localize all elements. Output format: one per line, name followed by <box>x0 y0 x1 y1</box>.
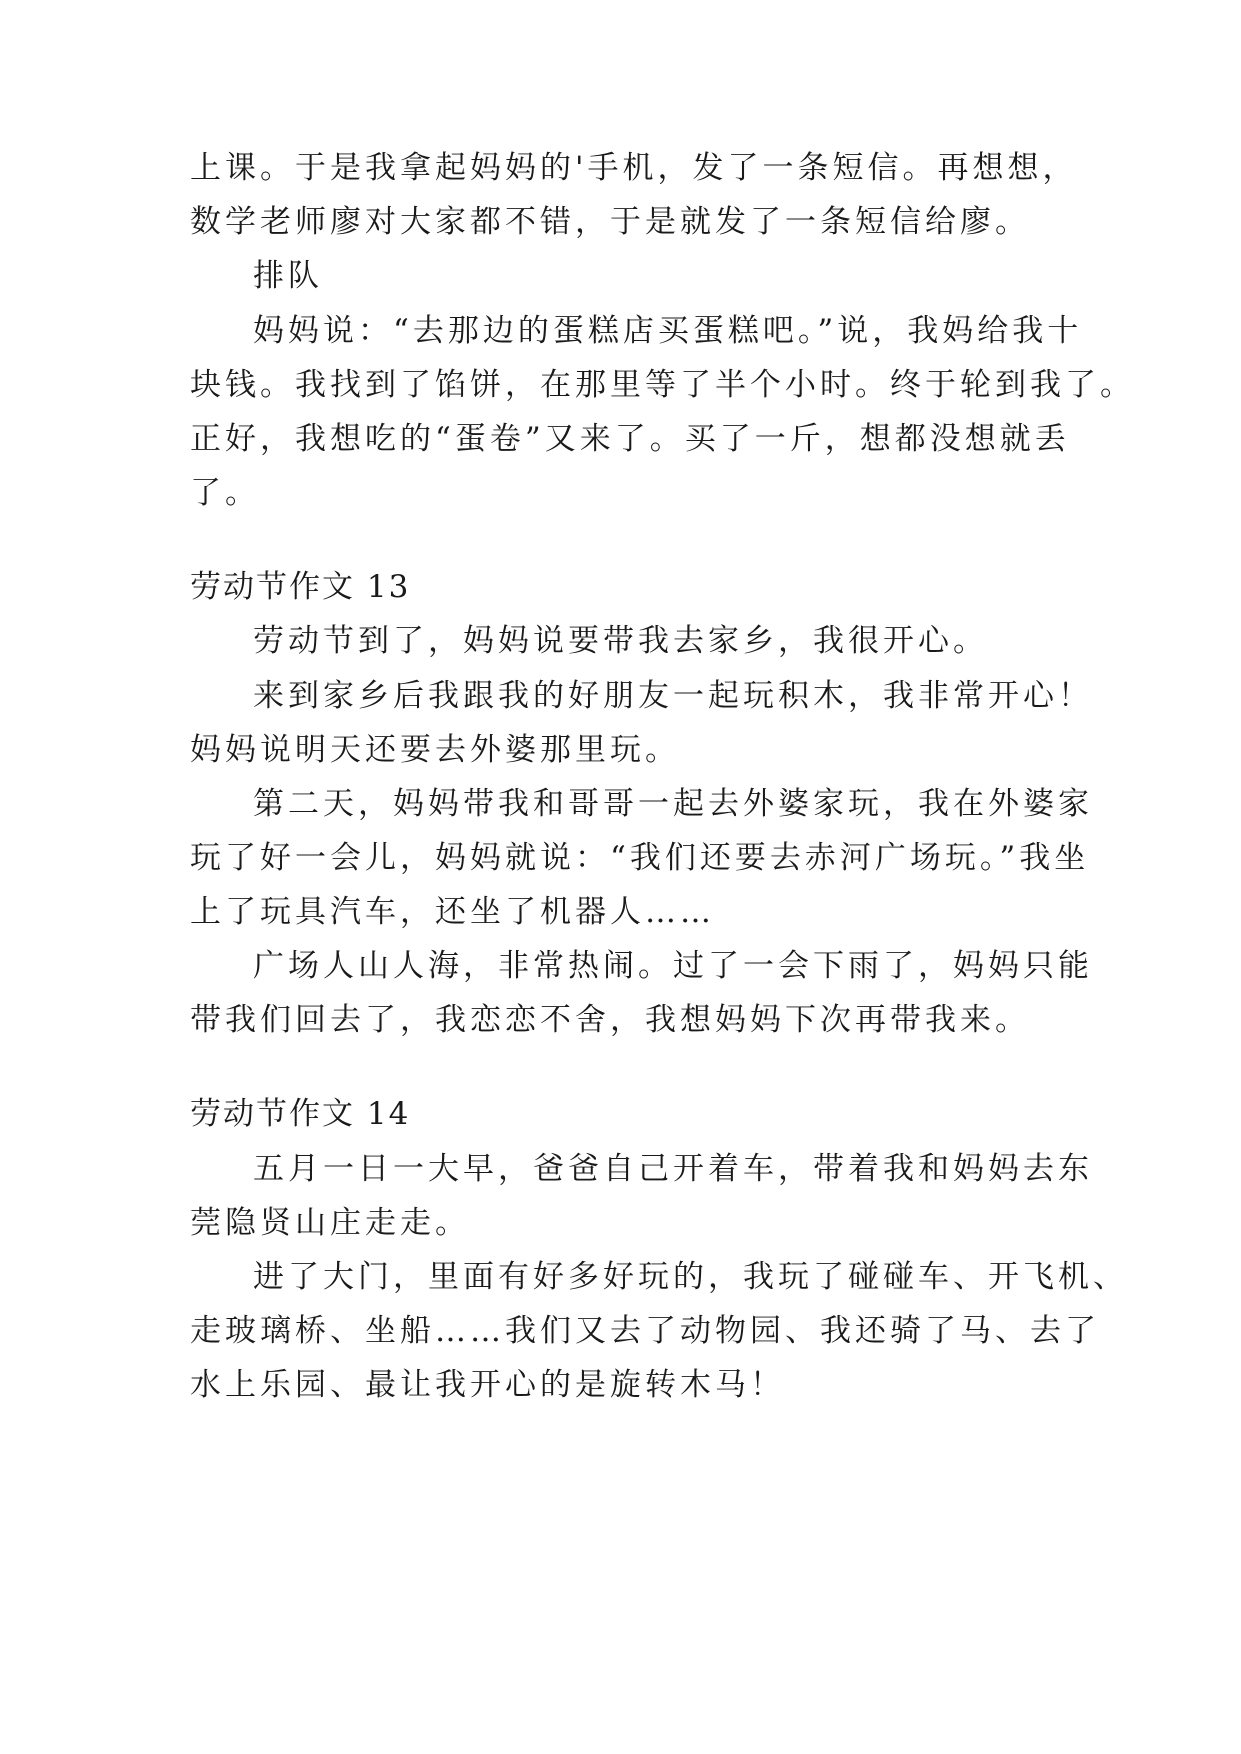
body-text-line: 莞隐贤山庄走走。 <box>190 1205 470 1241</box>
body-text-line: 上课。于是我拿起妈妈的'手机，发了一条短信。再想想， <box>190 150 1078 186</box>
essay-title: 劳动节作文 13 <box>190 569 411 605</box>
body-text-line: 妈妈说：“去那边的蛋糕店买蛋糕吧。”说，我妈给我十 <box>253 313 1083 349</box>
body-text-line: 水上乐园、最让我开心的是旋转木马！ <box>190 1367 785 1403</box>
body-text-line: 劳动节到了，妈妈说要带我去家乡，我很开心。 <box>253 623 988 659</box>
body-text-line: 进了大门，里面有好多好玩的，我玩了碰碰车、开飞机、 <box>253 1259 1128 1295</box>
body-text-line: 上了玩具汽车，还坐了机器人…… <box>190 894 715 930</box>
section-subtitle: 排队 <box>253 258 323 294</box>
body-text-line: 了。 <box>190 475 260 511</box>
body-text-line: 块钱。我找到了馅饼，在那里等了半个小时。终于轮到我了。 <box>190 367 1135 403</box>
body-text-line: 第二天，妈妈带我和哥哥一起去外婆家玩，我在外婆家 <box>253 786 1093 822</box>
body-text-line: 玩了好一会儿，妈妈就说：“我们还要去赤河广场玩。”我坐 <box>190 840 1090 876</box>
body-text-line: 正好，我想吃的“蛋卷”又来了。买了一斤，想都没想就丢 <box>190 421 1070 457</box>
body-text-line: 走玻璃桥、坐船……我们又去了动物园、我还骑了马、去了 <box>190 1313 1100 1349</box>
body-text-line: 五月一日一大早，爸爸自己开着车，带着我和妈妈去东 <box>253 1151 1093 1187</box>
body-text-line: 来到家乡后我跟我的好朋友一起玩积木，我非常开心！ <box>253 678 1093 714</box>
body-text-line: 带我们回去了，我恋恋不舍，我想妈妈下次再带我来。 <box>190 1002 1030 1038</box>
body-text-line: 广场人山人海，非常热闹。过了一会下雨了，妈妈只能 <box>253 948 1093 984</box>
essay-title: 劳动节作文 14 <box>190 1096 411 1132</box>
body-text-line: 数学老师廖对大家都不错，于是就发了一条短信给廖。 <box>190 204 1030 240</box>
body-text-line: 妈妈说明天还要去外婆那里玩。 <box>190 732 680 768</box>
